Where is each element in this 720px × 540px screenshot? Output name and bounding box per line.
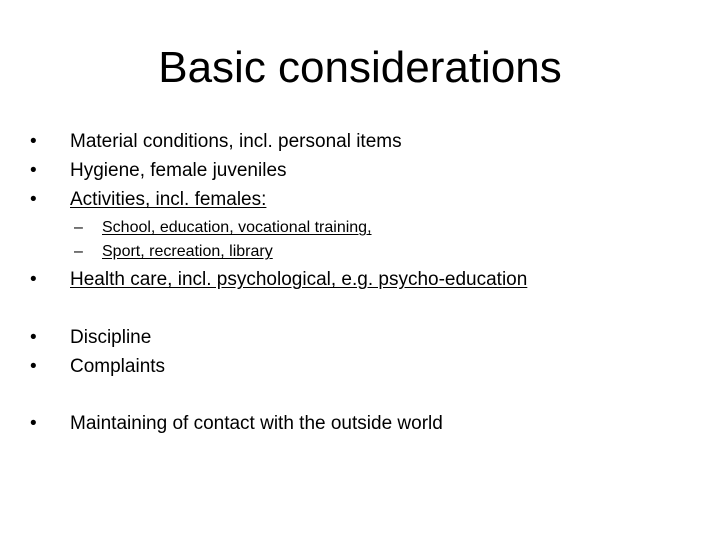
bullet-text: Activities, incl. females: bbox=[70, 189, 267, 210]
bullet-marker: • bbox=[30, 356, 37, 377]
bullet-marker: • bbox=[30, 131, 37, 152]
bullet-marker: • bbox=[30, 189, 37, 210]
bullet-text: Material conditions, incl. personal items bbox=[70, 131, 402, 152]
sub-bullet-text: Sport, recreation, library bbox=[102, 243, 273, 260]
bullet-item bbox=[30, 355, 165, 379]
bullet-text: Maintaining of contact with the outside world bbox=[70, 413, 443, 434]
bullet-marker: • bbox=[30, 269, 37, 290]
sub-bullet-marker: – bbox=[74, 219, 83, 236]
bullet-marker: • bbox=[30, 327, 37, 348]
bullet-item bbox=[30, 412, 443, 436]
bullet-text: Hygiene, female juveniles bbox=[70, 160, 287, 181]
bullet-item bbox=[30, 268, 527, 292]
sub-bullet-item bbox=[74, 242, 273, 262]
bullet-item bbox=[30, 326, 151, 350]
bullet-item bbox=[30, 188, 266, 212]
sub-bullet-item bbox=[74, 218, 372, 238]
sub-bullet-text: School, education, vocational training, bbox=[102, 219, 372, 236]
bullet-marker: • bbox=[30, 160, 37, 181]
bullet-text: Discipline bbox=[70, 327, 152, 348]
bullet-text: Complaints bbox=[70, 356, 166, 377]
slide-title: Basic considerations bbox=[158, 43, 562, 92]
sub-bullet-marker: – bbox=[74, 243, 83, 260]
bullet-marker: • bbox=[30, 413, 37, 434]
bullet-item bbox=[30, 130, 402, 154]
bullet-item bbox=[30, 159, 287, 183]
bullet-text: Health care, incl. psychological, e.g. psycho-education bbox=[70, 269, 528, 290]
